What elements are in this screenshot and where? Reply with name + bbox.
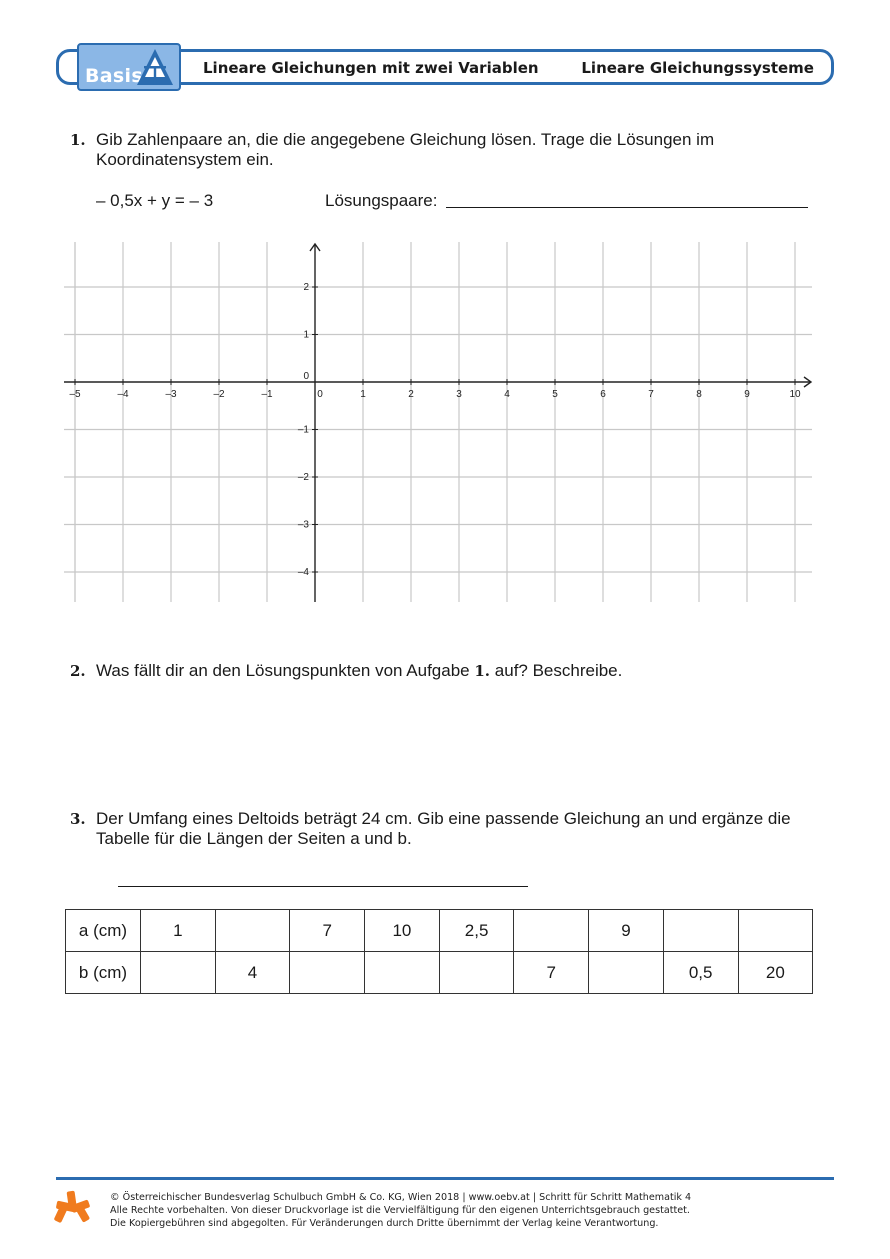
cell-b-3[interactable] [290,952,365,994]
cell-b-4[interactable] [365,952,440,994]
y-tick-label: –4 [297,567,309,578]
y-tick-label: 2 [303,282,309,293]
x-tick-label: –5 [69,389,81,400]
x-tick-label: 3 [456,389,462,400]
task3-equation-line[interactable] [118,886,528,887]
task1-text-line1: Gib Zahlenpaare an, die die angegebene Gleichung lösen. Trage die Lösungen im [96,130,715,149]
x-tick-label: 0 [317,389,323,400]
cell-b-9[interactable]: 20 [738,952,813,994]
x-tick-label: 5 [552,389,558,400]
cell-b-1[interactable] [141,952,216,994]
x-tick-label: –1 [261,389,273,400]
footer-line-1: © Österreichischer Bundesverlag Schulbuch GmbH & Co. KG, Wien 2018 | www.oebv.at | Schritt für Schritt Mathematik 4 [110,1192,692,1203]
header-title-right: Lineare Gleichungssysteme [581,59,814,77]
x-tick-label: 1 [360,389,366,400]
table-row-b [66,952,813,994]
cell-a-4[interactable]: 10 [365,910,440,952]
task1-number: 1. [70,131,86,149]
y-tick-label: –1 [297,424,309,436]
task3-number: 3. [70,810,86,828]
cell-a-9[interactable] [738,910,813,952]
task3-text-line2: Tabelle für die Längen der Seiten a und b. [96,829,412,848]
footer-divider [56,1177,834,1180]
task2-text-after: auf? Beschreibe. [494,661,623,680]
row-a-label: a (cm) [66,910,141,952]
x-tick-label: 9 [744,389,750,400]
row-b-label: b (cm) [66,952,141,994]
header-title-left: Lineare Gleichungen mit zwei Variablen [203,59,539,77]
cell-a-3[interactable]: 7 [290,910,365,952]
x-tick-label: –4 [117,389,129,400]
task1-text-line2: Koordinatensystem ein. [96,150,274,169]
cell-b-6[interactable]: 7 [514,952,589,994]
cell-a-6[interactable] [514,910,589,952]
values-table [65,909,813,994]
x-tick-label: 10 [789,389,801,400]
footer-line-2: Alle Rechte vorbehalten. Von dieser Druckvorlage ist die Vervielfältigung für den eigenen Unterrichtsgebrauch gestattet. [110,1205,690,1216]
task2-text-before: Was fällt dir an den Lösungspunkten von Aufgabe [96,661,470,680]
y-tick-label: 0 [303,371,309,382]
task2-number: 2. [70,662,86,680]
grid-lines [64,242,812,602]
y-tick-label: 1 [303,329,309,341]
cell-b-7[interactable] [589,952,664,994]
x-tick-label: 2 [408,389,414,400]
task3-text-line1: Der Umfang eines Deltoids beträgt 24 cm. Gib eine passende Gleichung an und ergänze die [96,809,791,828]
task1-equation: – 0,5x + y = – 3 [96,191,214,210]
task2-text [96,661,622,681]
cell-a-5[interactable]: 2,5 [439,910,514,952]
x-tick-label: –3 [165,389,177,400]
asterisk-logo-icon [54,1190,92,1228]
table-row-a [66,910,813,952]
cell-b-8[interactable]: 0,5 [663,952,738,994]
coordinate-system[interactable] [0,230,890,610]
y-tick-label: –3 [297,519,309,531]
triangle-icon [135,47,175,87]
footer-line-3: Die Kopiergebühren sind abgegolten. Für Veränderungen durch Dritte übernimmt der Verlag keine Verantwortung. [110,1218,659,1229]
task1-answer-line[interactable] [446,207,808,208]
basis-logo [77,43,181,91]
cell-b-2[interactable]: 4 [215,952,290,994]
logo-text: Basis [85,65,143,87]
x-tick-label: 4 [504,389,510,400]
cell-b-5[interactable] [439,952,514,994]
cell-a-7[interactable]: 9 [589,910,664,952]
x-tick-label: 8 [696,389,702,400]
task2-ref: 1. [474,662,491,680]
x-tick-label: 7 [648,389,654,400]
task1-solution-label: Lösungspaare: [325,191,438,210]
x-tick-label: 6 [600,389,606,400]
cell-a-2[interactable] [215,910,290,952]
cell-a-1[interactable]: 1 [141,910,216,952]
x-tick-label: –2 [213,389,225,400]
footer-text [110,1191,691,1230]
cell-a-8[interactable] [663,910,738,952]
y-tick-label: –2 [297,472,309,483]
